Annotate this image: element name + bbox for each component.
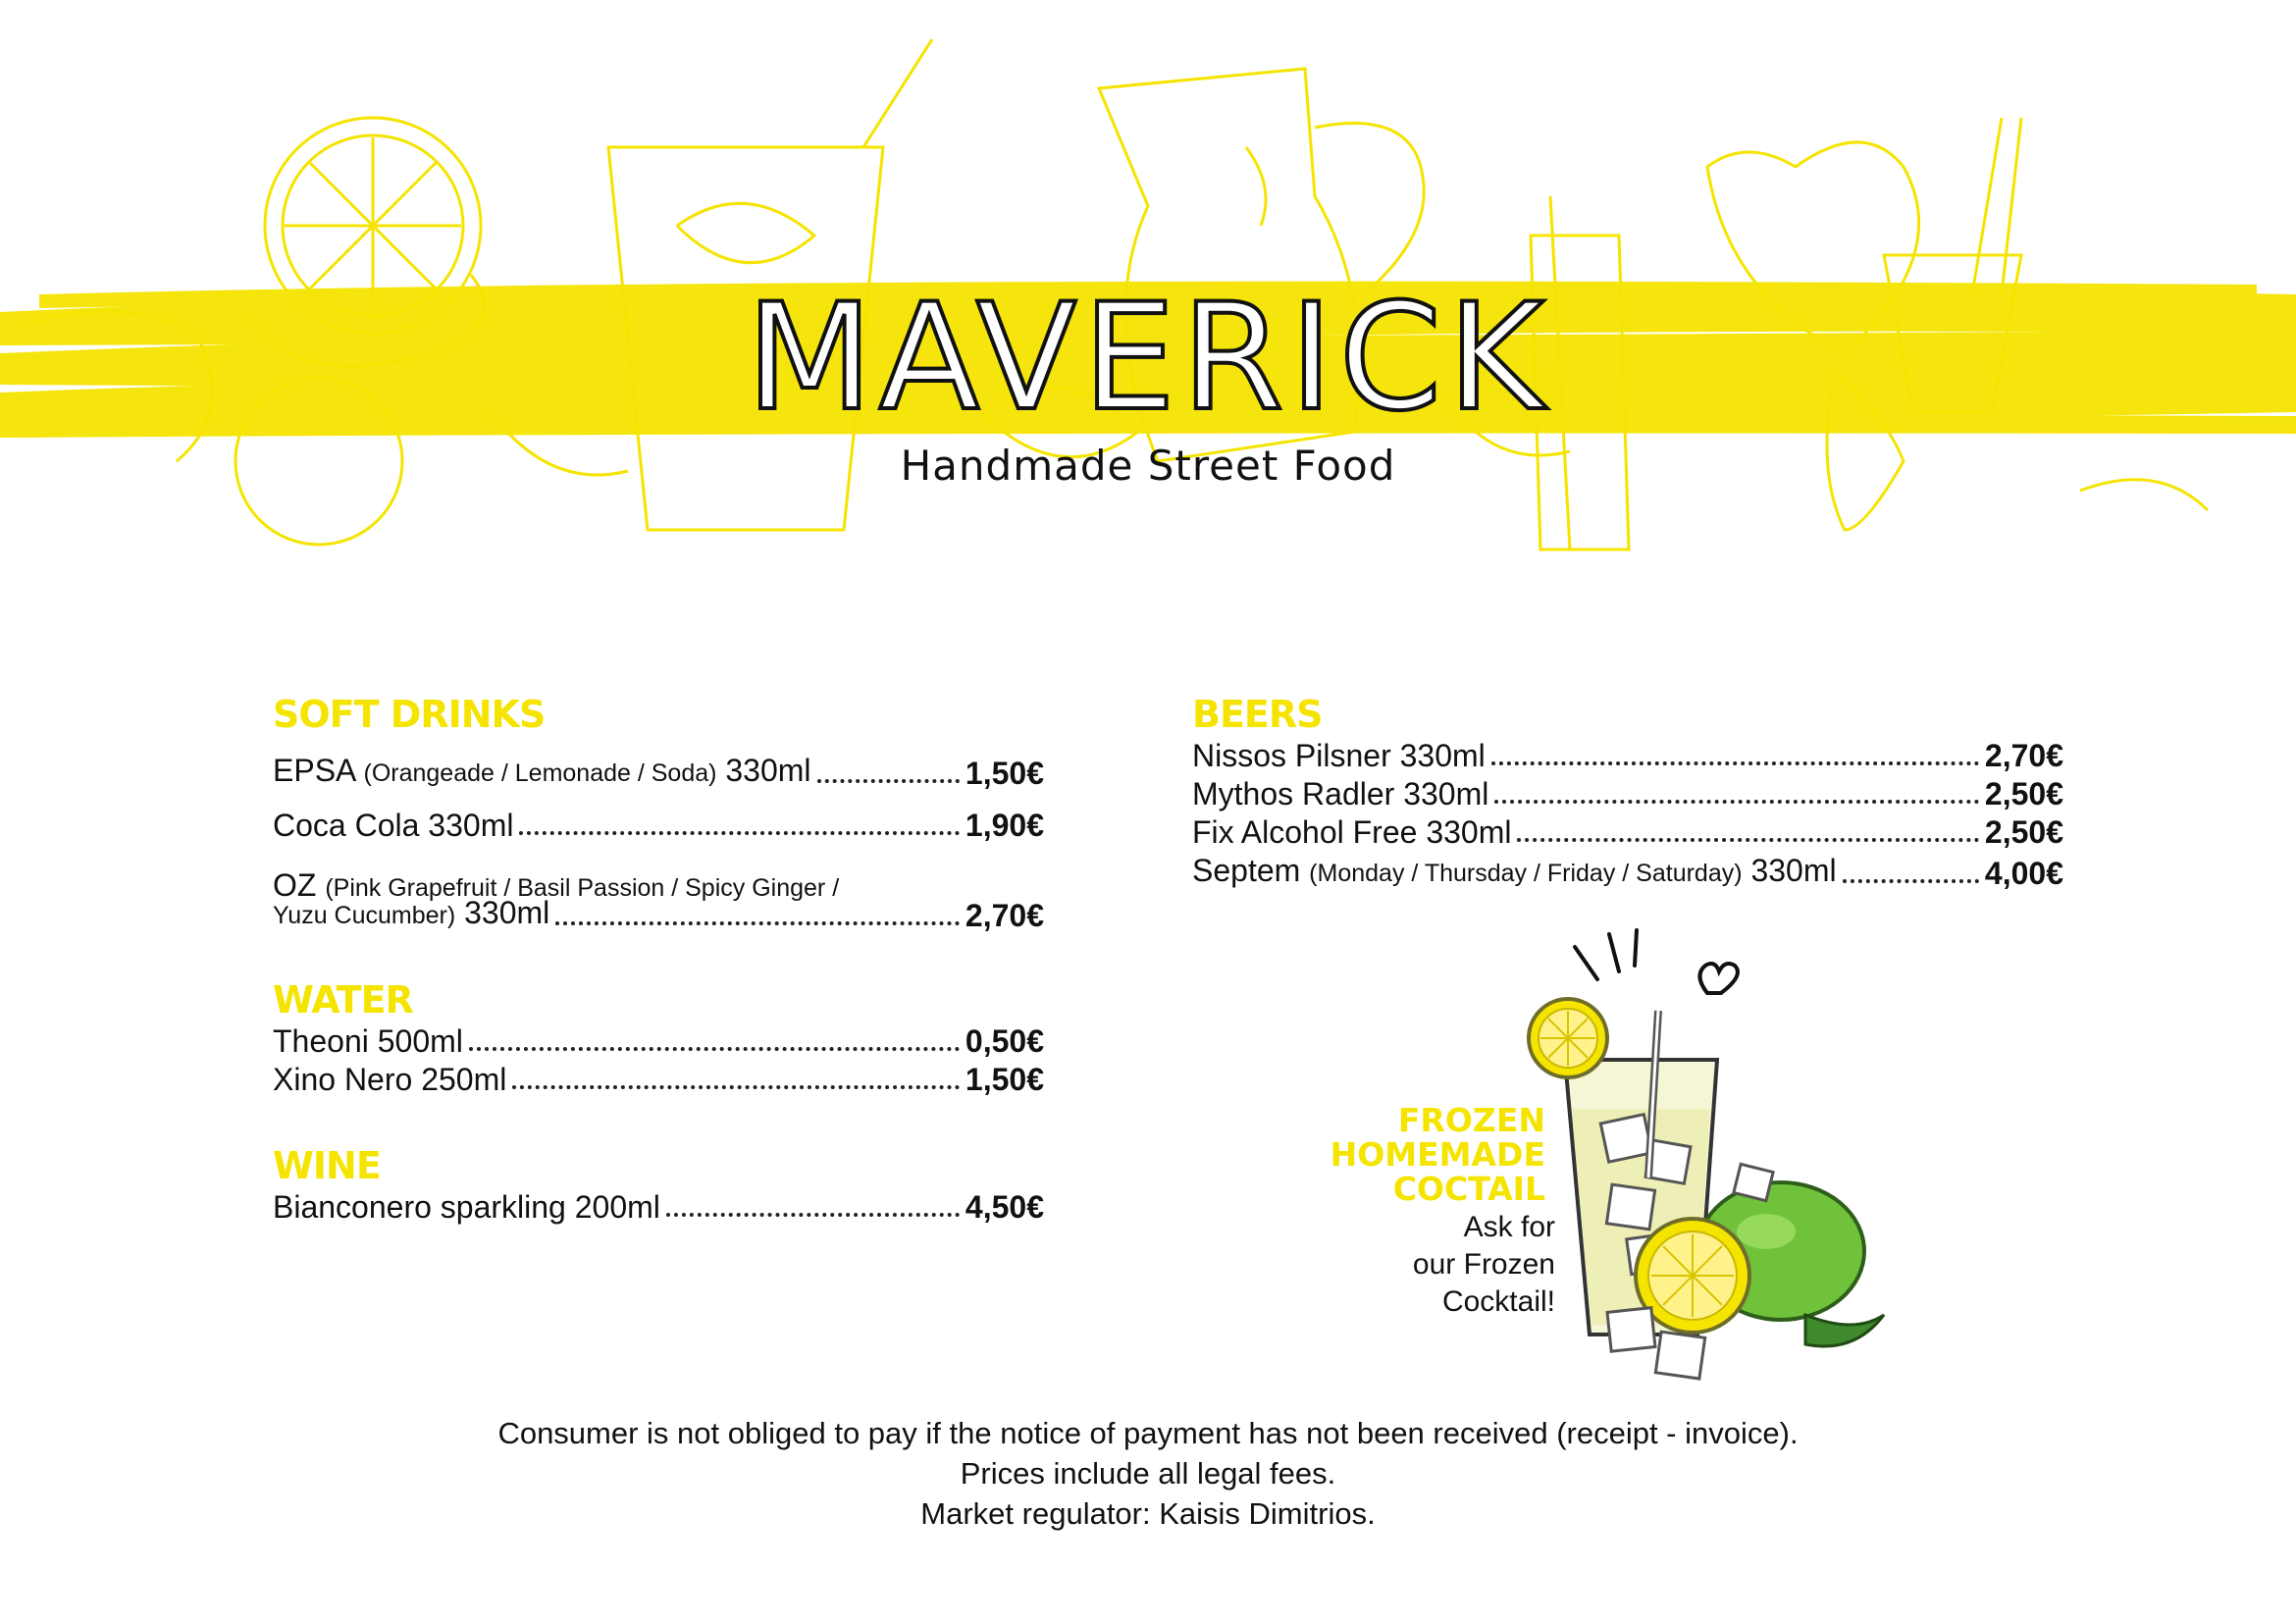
promo-text-line: our Frozen	[1412, 1248, 1555, 1281]
section-title-water: WATER	[273, 978, 413, 1021]
promo-title-line: FROZEN	[1397, 1101, 1545, 1139]
item-price: 1,50€	[965, 756, 1044, 791]
menu-item-bianconero	[273, 1187, 1044, 1227]
menu-item-mythos	[1192, 774, 2063, 813]
promo-text-line: Ask for	[1463, 1211, 1555, 1243]
item-size: 330ml	[1742, 853, 1837, 888]
section-title-beers: BEERS	[1192, 693, 1323, 736]
item-price: 2,50€	[1984, 814, 2063, 850]
item-price: 1,50€	[965, 1062, 1044, 1097]
cocktail-glass-illustration	[1511, 922, 1904, 1393]
item-price: 2,70€	[1984, 738, 2063, 773]
item-detail: (Monday / Thursday / Friday / Saturday)	[1309, 860, 1743, 887]
footer-line: Prices include all legal fees.	[960, 1456, 1336, 1491]
item-detail: (Pink Grapefruit / Basil Passion / Spicy Ginger /	[325, 874, 840, 902]
footer-line: Consumer is not obliged to pay if the notice of payment has not been received (receipt - invoice).	[497, 1416, 1799, 1450]
item-name: OZ	[273, 867, 326, 903]
menu-item-coca-cola	[273, 806, 1044, 845]
promo-title-line: HOMEMADE	[1330, 1135, 1545, 1174]
dot-leader	[519, 830, 959, 835]
dot-leader	[512, 1084, 960, 1089]
promo-title-line: COCTAIL	[1392, 1170, 1545, 1208]
dot-leader	[1843, 878, 1979, 883]
item-detail-continued: Yuzu Cucumber)	[273, 902, 456, 929]
menu-item-xino-nero	[273, 1060, 1044, 1099]
section-title-soft-drinks: SOFT DRINKS	[273, 693, 546, 736]
item-size: 330ml	[716, 753, 811, 788]
item-price: 1,90€	[965, 808, 1044, 843]
menu-item-oz	[273, 893, 1044, 935]
promo-title	[1226, 1103, 1545, 1206]
item-name: Septem	[1192, 853, 1310, 888]
item-price: 4,50€	[965, 1189, 1044, 1225]
dot-leader	[1494, 799, 1979, 804]
item-price: 0,50€	[965, 1023, 1044, 1059]
item-price: 2,50€	[1984, 776, 2063, 812]
item-size: 330ml	[455, 895, 550, 930]
dot-leader	[817, 778, 960, 783]
dot-leader	[469, 1046, 960, 1051]
item-name: Bianconero sparkling 200ml	[273, 1189, 660, 1225]
menu-item-theoni	[273, 1021, 1044, 1061]
promo-text-line: Cocktail!	[1441, 1285, 1555, 1318]
item-name: Mythos Radler 330ml	[1192, 776, 1489, 812]
dot-leader	[1517, 837, 1978, 842]
item-detail: (Orangeade / Lemonade / Soda)	[363, 759, 717, 787]
item-name: Fix Alcohol Free 330ml	[1192, 814, 1512, 850]
menu-item-fix	[1192, 812, 2063, 852]
brand-title: MAVERICK	[746, 273, 1550, 444]
dot-leader	[666, 1212, 960, 1217]
item-name: Theoni 500ml	[273, 1023, 463, 1059]
item-name: Xino Nero 250ml	[273, 1062, 507, 1097]
dot-leader	[1491, 760, 1979, 765]
menu-item-septem	[1192, 851, 2063, 893]
item-price: 4,00€	[1984, 856, 2063, 891]
item-name: Coca Cola 330ml	[273, 808, 514, 843]
footer-notice	[0, 1413, 2296, 1534]
item-name: EPSA	[273, 753, 364, 788]
brand-tagline: Handmade Street Food	[900, 442, 1396, 490]
item-price: 2,70€	[965, 898, 1044, 933]
menu-item-nissos	[1192, 736, 2063, 775]
dot-leader	[555, 920, 960, 925]
section-title-wine: WINE	[273, 1144, 381, 1187]
menu-item-epsa	[273, 751, 1044, 793]
footer-line: Market regulator: Kaisis Dimitrios.	[920, 1496, 1376, 1531]
item-name: Nissos Pilsner 330ml	[1192, 738, 1486, 773]
